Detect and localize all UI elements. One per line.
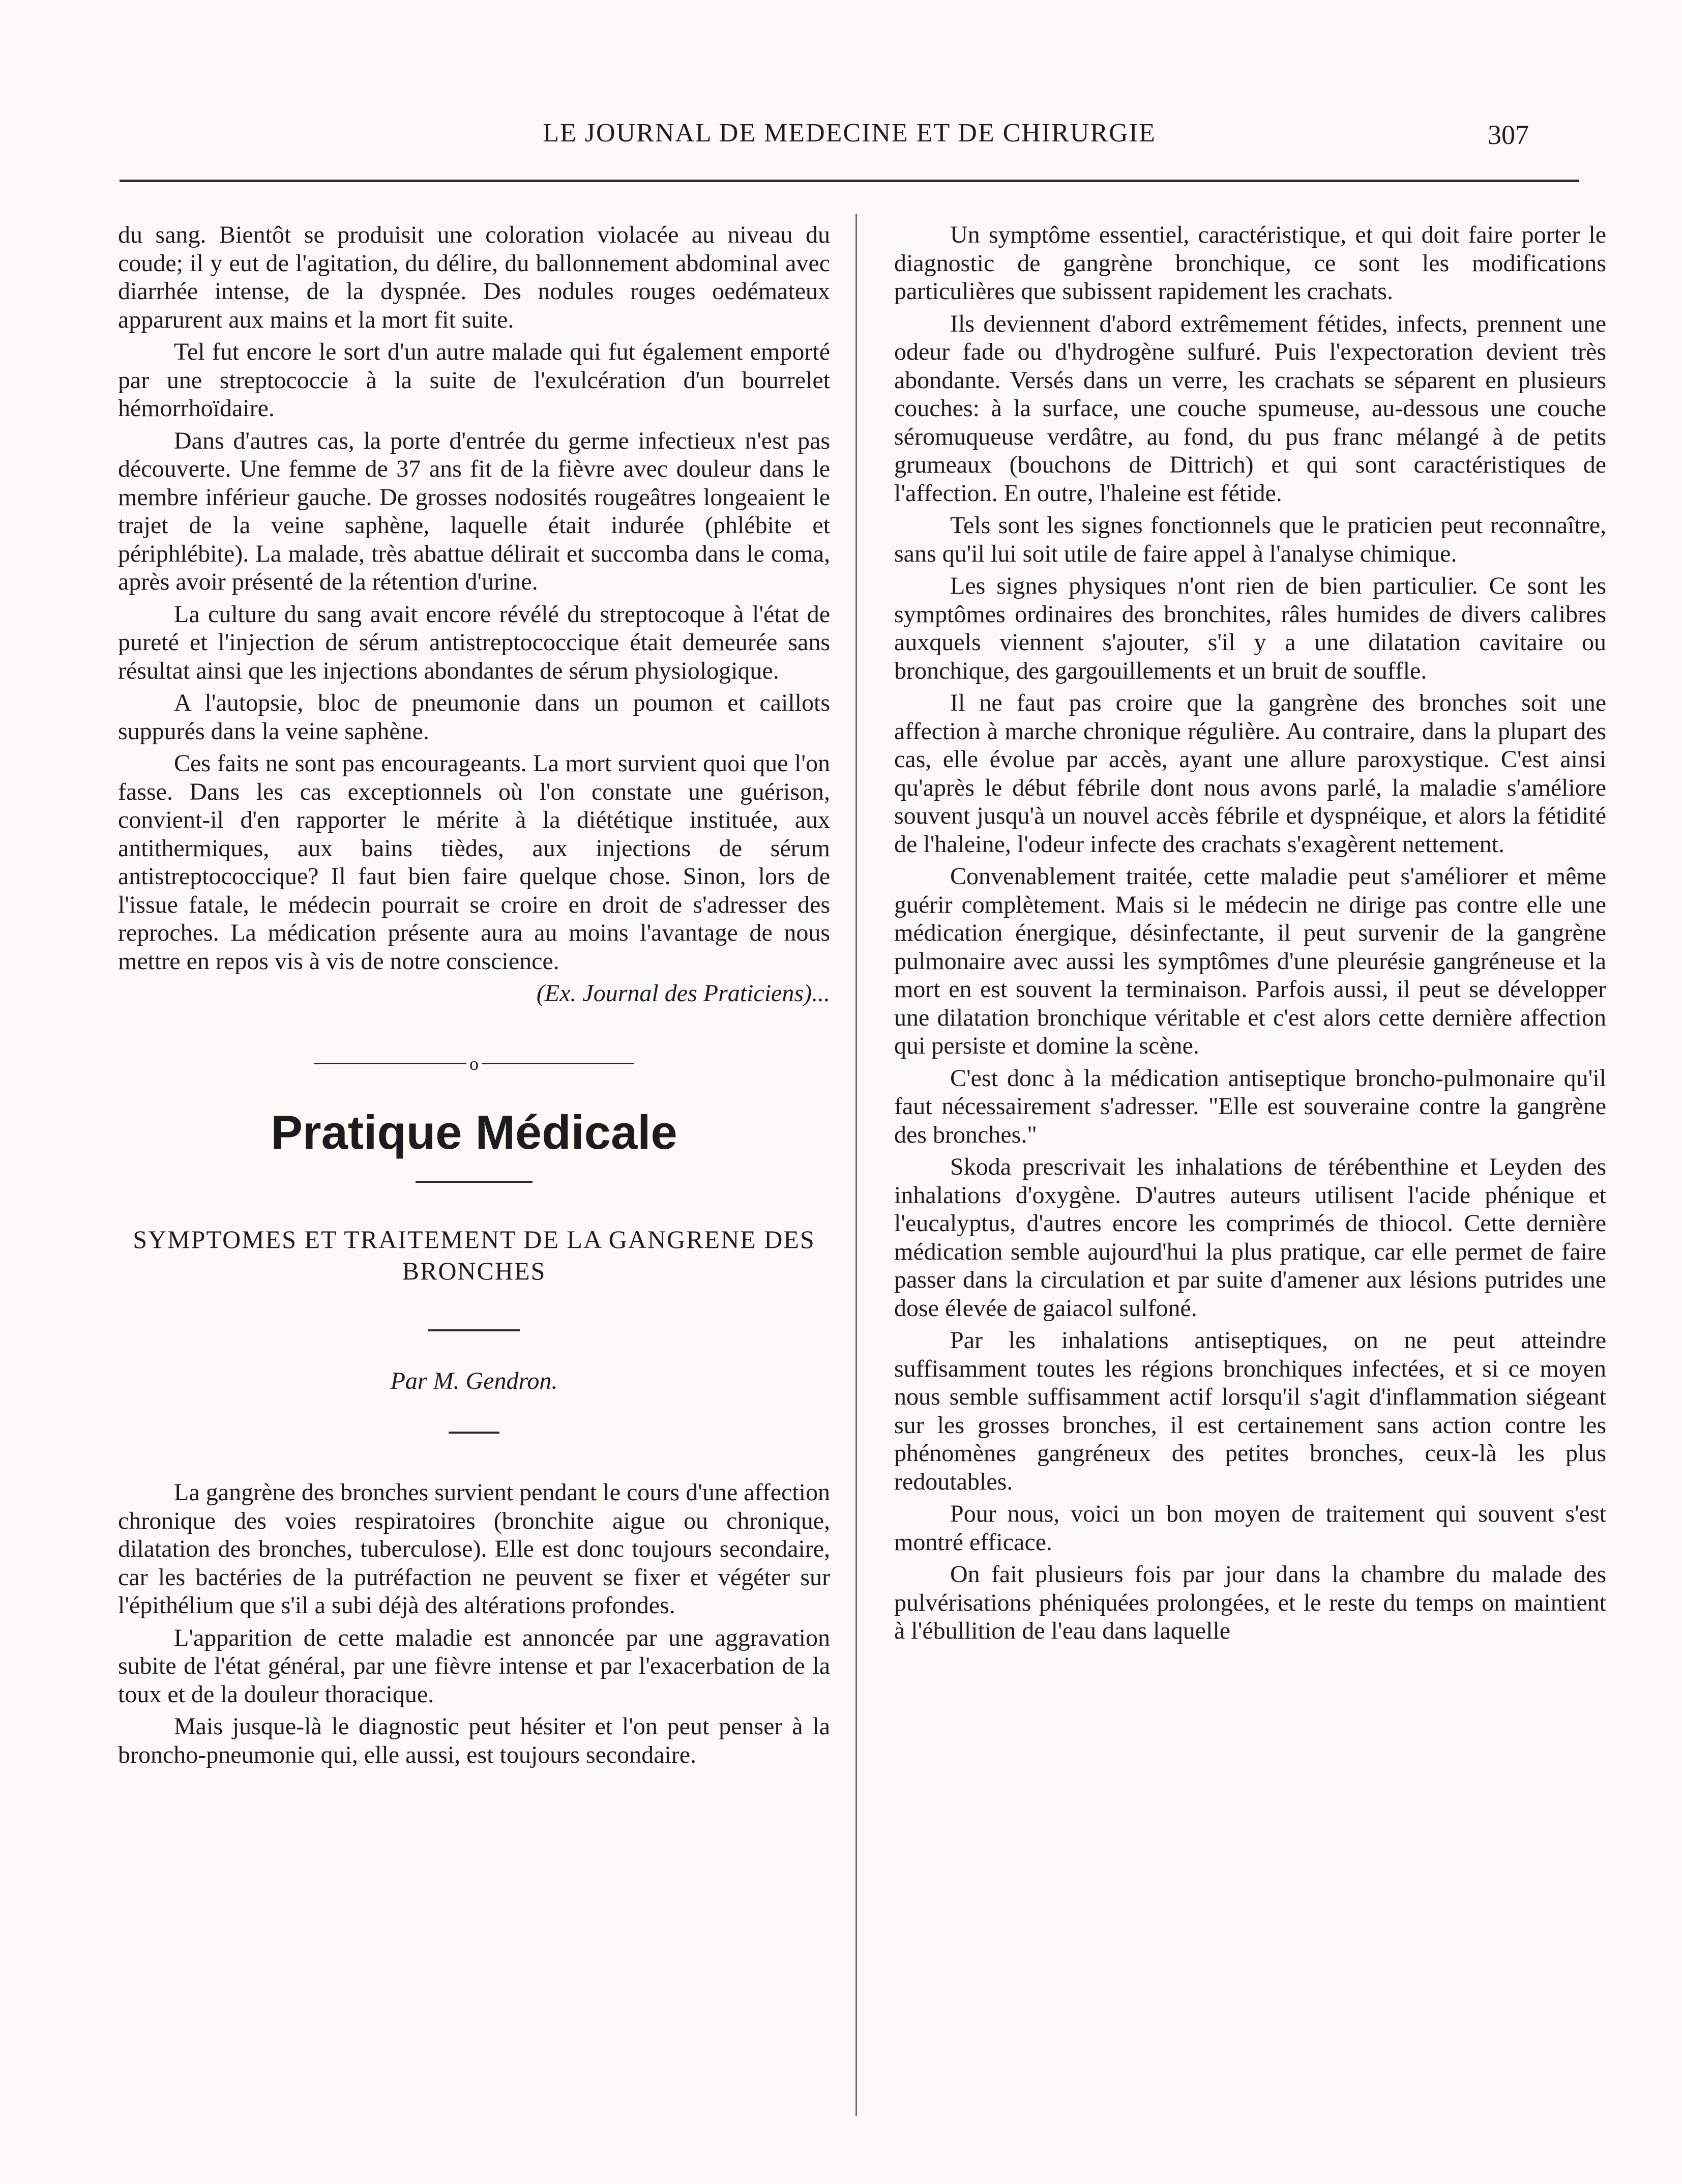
article-title: SYMPTOMES ET TRAITEMENT DE LA GANGRENE DES BRONCHES — [133, 1225, 815, 1285]
column-divider — [855, 214, 857, 2116]
section-title: Pratique Médicale — [271, 1105, 677, 1159]
paragraph: On fait plusieurs fois par jour dans la chambre du malade des pulvérisations phéniquées prolongées, et le reste du temps on maintient à l'ébullition de l'eau dans laquelle — [894, 1561, 1606, 1644]
paragraph: Il ne faut pas croire que la gangrène des bronches soit une affection à marche chronique régulière. Au contraire, dans la plupart des cas, elle évolue par accès, ayant une allure paroxystique. C'est ainsi qu'après le début fébrile dont nous avons parlé, la maladie s'améliore souvent jusqu'à un nouvel accès fébrile et dyspnéique, et alors la fétidité de l'haleine, l'odeur infecte des crachats s'exagèrent nettement. — [894, 689, 1606, 858]
paragraph: La gangrène des bronches survient pendant le cours d'une affection chronique des voies respiratoires (bronchite aigue ou chronique, dilatation des bronches, tuberculose). Elle est donc toujours secondaire, car les bactéries de la putréfaction ne peuvent se fixer et végéter sur l'épithélium que s'il a subi déjà des altérations profondes. — [118, 1479, 830, 1619]
title-rule — [428, 1329, 520, 1331]
paragraph: La culture du sang avait encore révélé du streptocoque à l'état de pureté et l'injection de sérum antistreptococcique était demeurée sans résultat ainsi que les injections abondantes de sérum physiologique. — [118, 600, 830, 684]
paragraph: Ces faits ne sont pas encourageants. La mort survient quoi que l'on fasse. Dans les cas exceptionnels où l'on constate une guérison, convient-il d'en rapporter le mérite à la diététique instituée, aux antithermiques, aux bains tièdes, aux injections de sérum antistreptococcique? Il faut bien faire quelque chose. Sinon, lors de l'issue fatale, le médecin pourrait se croire en droit de s'adresser des reproches. La médication présente aura au moins l'avantage de nous mettre en repos vis à vis de notre conscience. — [118, 750, 830, 975]
paragraph: Skoda prescrivait les inhalations de térébenthine et Leyden des inhalations d'oxygène. D'autres auteurs utilisent l'acide phénique et l'eucalyptus, d'autres encore les comprimés de thiocol. Cette dernière médication semble aujourd'hui la plus pratique, car elle permet de faire passer dans la circulation et par suite d'amener aux lésions putrides une dose élevée de gaiacol sulfoné. — [894, 1153, 1606, 1322]
byline-rule — [449, 1432, 499, 1434]
paragraph: L'apparition de cette maladie est annoncée par une aggravation subite de l'état général, par une fièvre intense et par l'exacerbation de la toux et de la douleur thoracique. — [118, 1624, 830, 1708]
paragraph: Dans d'autres cas, la porte d'entrée du germe infectieux n'est pas découverte. Une femme de 37 ans fit de la fièvre avec douleur dans le membre inférieur gauche. De grosses nodosités rougeâtres longeaient le trajet de la veine saphène, laquelle était indurée (phlébite et périphlébite). La malade, très abattue délirait et succomba dans le coma, après avoir présenté de la rétention d'urine. — [118, 427, 830, 595]
paragraph: Ils deviennent d'abord extrêmement fétides, infects, prennent une odeur fade ou d'hydrogène sulfuré. Puis l'expectoration devient très abondante. Versés dans un verre, les crachats se séparent en plusieurs couches: à la surface, une couche spumeuse, au-dessous une couche séromuqueuse verdâtre, au fond, du pus franc mélangé à de petits grumeaux (bouchons de Dittrich) et qui sont caractéristiques de l'affection. En outre, l'haleine est fétide. — [894, 310, 1606, 507]
page-number: 307 — [1488, 120, 1529, 150]
paragraph: Convenablement traitée, cette maladie peut s'améliorer et même guérir complètement. Mais si le médecin ne dirige pas contre elle une médication énergique, désinfectante, il peut survenir de la gangrène pulmonaire avec aussi les symptômes d'une pleurésie gangréneuse et la mort en est souvent la terminaison. Parfois aussi, il peut se développer une dilatation bronchique véritable et c'est alors cette dernière affection qui persiste et domine la scène. — [894, 863, 1606, 1059]
paragraph: A l'autopsie, bloc de pneumonie dans un poumon et caillots suppurés dans la veine saphène. — [118, 689, 830, 745]
paragraph: Un symptôme essentiel, caractéristique, et qui doit faire porter le diagnostic de gangrène bronchique, ce sont les modifications particulières que subissent rapidement les crachats. — [894, 221, 1606, 305]
paragraph: Mais jusque-là le diagnostic peut hésiter et l'on peut penser à la broncho-pneumonie qui, elle aussi, est toujours secondaire. — [118, 1713, 830, 1768]
paragraph: C'est donc à la médication antiseptique broncho-pulmonaire qu'il faut nécessairement s'adresser. "Elle est souveraine contre la gangrène des bronches." — [894, 1064, 1606, 1148]
paragraph: Les signes physiques n'ont rien de bien particulier. Ce sont les symptômes ordinaires des bronchites, râles humides de divers calibres auxquels viennent s'ajouter, s'il y a une dilatation cavitaire ou bronchique, des gargouillements et un bruit de souffle. — [894, 572, 1606, 684]
separator-ornament: o — [469, 1053, 479, 1074]
source-citation: (Ex. Journal des Praticiens)... — [536, 980, 830, 1007]
running-header: LE JOURNAL DE MEDECINE ET DE CHIRURGIE — [543, 119, 1156, 148]
paragraph: du sang. Bientôt se produisit une coloration violacée au niveau du coude; il y eut de l'agitation, du délire, du ballonnement abdominal avec diarrhée intense, de la dyspnée. Des nodules rouges oedémateux apparurent aux mains et la mort fit suite. — [118, 221, 830, 333]
title-rule — [416, 1181, 533, 1183]
paragraph: Tel fut encore le sort d'un autre malade qui fut également emporté par une streptococcie à la suite de l'exulcération d'un bourrelet hémorrhoïdaire. — [118, 338, 830, 422]
section-separator — [118, 1055, 830, 1073]
left-column — [118, 221, 830, 1773]
paragraph: Tels sont les signes fonctionnels que le praticien peut reconnaître, sans qu'il lui soit utile de faire appel à l'analyse chimique. — [894, 512, 1606, 567]
header-rule — [120, 180, 1579, 182]
separator-line — [482, 1063, 634, 1064]
separator-line — [314, 1063, 466, 1064]
byline: Par M. Gendron. — [390, 1367, 558, 1394]
paragraph: Pour nous, voici un bon moyen de traitement qui souvent s'est montré efficace. — [894, 1500, 1606, 1556]
right-column — [894, 221, 1606, 1649]
paragraph: Par les inhalations antiseptiques, on ne peut atteindre suffisamment toutes les régions bronchiques infectées, et si ce moyen nous semble suffisamment actif lorsqu'il s'agit d'inflammation siégeant sur les grosses bronches, il est certainement sans action contre les phénomènes gangréneux des petites bronches, ceux-là les plus redoutables. — [894, 1327, 1606, 1495]
